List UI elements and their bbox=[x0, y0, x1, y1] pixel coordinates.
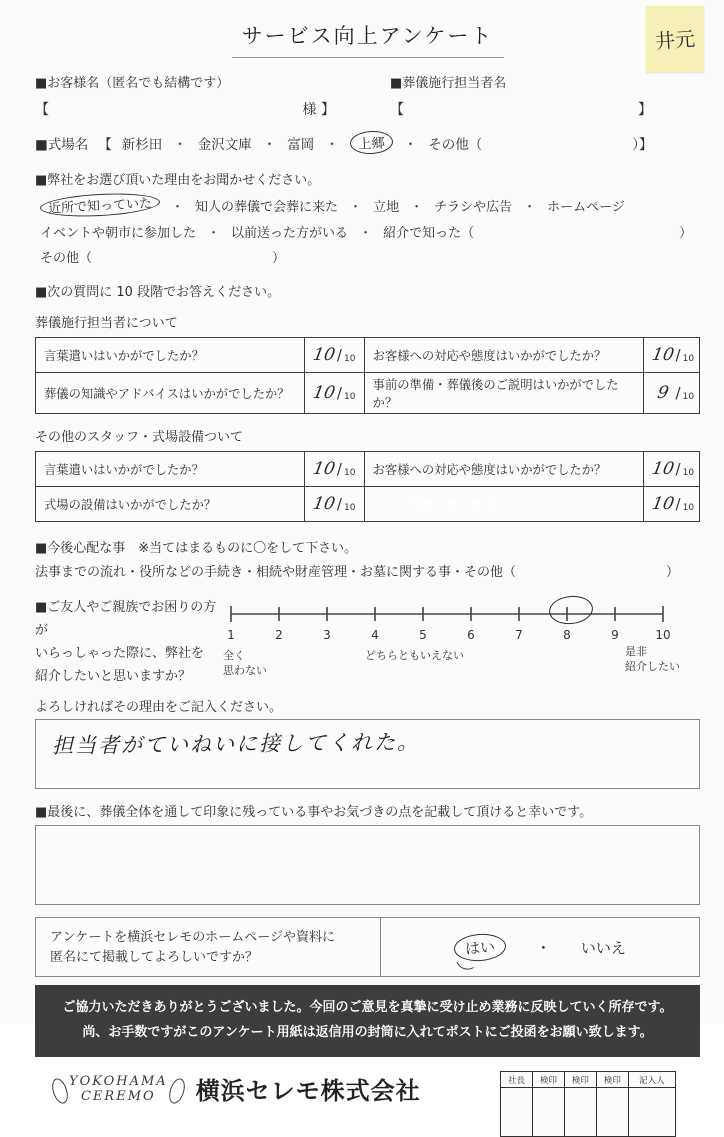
table-row bbox=[36, 338, 700, 373]
stamp-cell bbox=[501, 1088, 533, 1137]
yokohama-ceremo-logo-mark bbox=[55, 1074, 182, 1104]
score-slash: / bbox=[675, 346, 681, 364]
customer-name-suffix: 様 】 bbox=[302, 102, 335, 118]
score-cell bbox=[643, 452, 699, 487]
company-logo bbox=[55, 1071, 421, 1106]
sticky-note-handwriting: 井元 bbox=[654, 26, 696, 54]
score-cell bbox=[304, 452, 364, 487]
separator-dot: ・ bbox=[349, 199, 363, 215]
page-title: サービス向上アンケート bbox=[241, 24, 494, 48]
sticky-note bbox=[646, 6, 704, 72]
scale-tick-4: 4 bbox=[371, 628, 379, 642]
stamp-header: 検印 bbox=[596, 1072, 628, 1088]
score-cell bbox=[304, 373, 364, 414]
concerns-heading: ■今後心配な事 ※当てはまるものに〇をして下さい。 bbox=[35, 541, 358, 556]
question-cell: お客様への対応や態度はいかがでしたか？ bbox=[364, 338, 643, 373]
scale-label-low bbox=[223, 648, 267, 678]
separator-dot: ・ bbox=[523, 199, 537, 215]
approval-stamp-table bbox=[500, 1071, 676, 1137]
stamp-cell bbox=[628, 1088, 675, 1137]
ratings-section1-title: 葬儀施行担当者について bbox=[35, 316, 178, 331]
reasons-heading: ■弊社をお選び頂いた理由をお聞かせください。 bbox=[35, 173, 321, 188]
company-name: 横浜セレモ株式会社 bbox=[195, 1076, 421, 1105]
handwritten-score: 10 bbox=[311, 345, 337, 365]
separator-dot: ・ bbox=[325, 136, 339, 153]
handwritten-score: 10 bbox=[649, 494, 676, 514]
venue-option-kamigo-circled: 上郷 bbox=[349, 130, 393, 155]
reason-referral: 紹介で知った（ bbox=[383, 226, 475, 241]
consent-no: いいえ bbox=[580, 938, 626, 957]
handwritten-score: 10 bbox=[649, 459, 676, 479]
stamp-header: 検印 bbox=[532, 1072, 564, 1088]
scale-tick-8: 8 bbox=[563, 628, 571, 642]
ratings-table-staff-venue bbox=[35, 451, 700, 522]
scale-tick-6: 6 bbox=[467, 628, 475, 642]
stamp-header: 検印 bbox=[564, 1072, 596, 1088]
consent-section bbox=[35, 917, 700, 977]
consent-yes-circled: はい bbox=[453, 932, 507, 963]
question-cell: 葬儀の知識やアドバイスはいかがでしたか？ bbox=[36, 373, 305, 414]
question-cell: お客様への対応や態度はいかがでしたか？ bbox=[364, 452, 643, 487]
stamp-header: 社長 bbox=[501, 1072, 533, 1088]
reason-neighborhood-circled: 近所で知っていた bbox=[40, 191, 161, 219]
close-paren: ） bbox=[679, 226, 693, 241]
score-denominator: 10 bbox=[343, 353, 356, 364]
score-cell bbox=[304, 338, 364, 373]
total-evaluation-label: 今回の葬儀の総合評価 bbox=[364, 487, 643, 522]
score-slash: / bbox=[336, 384, 342, 402]
reason-location: 立地 bbox=[373, 199, 400, 215]
banner-line2: 尚、お手数ですがこのアンケート用紙は返信用の封筒に入れてポストにご投函をお願い致します。 bbox=[82, 1025, 653, 1040]
thank-you-banner bbox=[35, 985, 700, 1057]
score-denominator: 10 bbox=[682, 391, 695, 402]
scale-label-high-line1: 是非 bbox=[625, 645, 647, 658]
director-name-open-bracket: 【 bbox=[390, 102, 404, 118]
footer bbox=[35, 1071, 700, 1137]
close-paren: ） bbox=[272, 251, 286, 266]
score-denominator: 10 bbox=[343, 391, 356, 402]
separator-dot: ・ bbox=[262, 136, 277, 153]
reason-sent-before: 以前送った方がいる bbox=[231, 226, 349, 241]
scale-tick-10: 10 bbox=[655, 628, 671, 642]
stamp-body-row bbox=[501, 1088, 676, 1137]
handwritten-score: 10 bbox=[311, 383, 337, 403]
final-comment-prompt: ■最後に、葬儀全体を通して印象に残っている事やお気づきの点を記載して頂けると幸いです。 bbox=[35, 805, 593, 820]
table-row bbox=[36, 452, 700, 487]
separator-dot: ・ bbox=[173, 136, 187, 153]
referral-question-line2: いらっしゃった際に、弊社を bbox=[35, 646, 205, 661]
table-row bbox=[36, 373, 700, 414]
concerns-options: 法事までの流れ・役所などの手続き・相続や財産管理・お墓に関する事・その他（ bbox=[35, 565, 517, 580]
score-slash: / bbox=[675, 460, 681, 478]
director-name-label: ■葬儀施行担当者名 bbox=[390, 76, 507, 91]
score-denominator: 10 bbox=[682, 502, 695, 513]
referral-section bbox=[35, 596, 700, 694]
close-paren: ） bbox=[666, 565, 680, 580]
consent-question-line1: アンケートを横浜セレモのホームページや資料に bbox=[50, 930, 335, 945]
question-cell: 言葉遣いはいかがでしたか？ bbox=[36, 338, 305, 373]
customer-name-label: ■お客様名（匿名でも結構です） bbox=[35, 76, 230, 91]
separator-dot: ・ bbox=[535, 938, 551, 957]
customer-name-open-bracket: 【 bbox=[35, 102, 49, 118]
ratings-intro: ■次の質問に 10 段階でお答えください。 bbox=[35, 285, 281, 300]
venue-close-bracket: ）】 bbox=[632, 136, 653, 153]
logo-text-ceremo: CEREMO bbox=[81, 1088, 156, 1104]
score-slash: / bbox=[336, 346, 342, 364]
venue-option-tomioka: 富岡 bbox=[287, 136, 315, 153]
separator-dot: ・ bbox=[207, 226, 221, 241]
score-slash: / bbox=[336, 495, 342, 513]
question-cell: 言葉遣いはいかがでしたか？ bbox=[36, 452, 305, 487]
score-slash: / bbox=[675, 384, 681, 402]
venue-option-shinsugita: 新杉田 bbox=[121, 136, 163, 153]
reason-event-morningmarket: イベントや朝市に参加した bbox=[40, 226, 197, 241]
scale-label-high-line2: 紹介したい bbox=[625, 660, 680, 673]
handwritten-score: 9 bbox=[655, 383, 670, 403]
score-slash: / bbox=[336, 460, 342, 478]
reason-free-answer-box bbox=[35, 719, 700, 789]
separator-dot: ・ bbox=[359, 226, 373, 241]
referral-scale bbox=[223, 596, 700, 694]
score-cell bbox=[304, 487, 364, 522]
separator-dot: ・ bbox=[410, 199, 424, 215]
scale-label-low-line1: 全く bbox=[223, 649, 245, 662]
handwritten-score: 10 bbox=[311, 494, 337, 514]
stamp-cell bbox=[532, 1088, 564, 1137]
consent-question-line2: 匿名にて掲載してよろしいですか？ bbox=[50, 950, 259, 965]
table-row bbox=[36, 487, 700, 522]
banner-line1: ご協力いただきありがとうございました。今回のご意見を真摯に受け止め業務に反映していく所存です。 bbox=[62, 1000, 673, 1015]
scale-tick-1: 1 bbox=[227, 628, 235, 642]
score-denominator: 10 bbox=[682, 353, 695, 364]
reason-flyer-ad: チラシや広告 bbox=[434, 199, 513, 215]
score-cell bbox=[643, 373, 699, 414]
venue-option-kanazawabunko: 金沢文庫 bbox=[197, 136, 252, 153]
scale-label-high bbox=[625, 644, 680, 674]
venue-label: ■式場名 bbox=[35, 136, 89, 153]
score-cell bbox=[643, 487, 699, 522]
director-name-close-bracket: 】 bbox=[638, 102, 652, 118]
scale-tick-9: 9 bbox=[611, 628, 619, 642]
score-denominator: 10 bbox=[343, 467, 356, 478]
reason-free-prompt: よろしければその理由をご記入ください。 bbox=[35, 700, 283, 715]
scale-tick-3: 3 bbox=[323, 628, 331, 642]
score-slash: / bbox=[675, 495, 681, 513]
stamp-cell bbox=[564, 1088, 596, 1137]
referral-question-line3: 紹介したいと思いますか？ bbox=[35, 669, 192, 684]
handwritten-score: 10 bbox=[649, 345, 676, 365]
stamp-cell bbox=[596, 1088, 628, 1137]
stamp-header: 記入人 bbox=[628, 1072, 675, 1088]
scale-tick-5: 5 bbox=[419, 628, 427, 642]
stamp-header-row bbox=[501, 1072, 676, 1088]
scale-tick-7: 7 bbox=[515, 628, 523, 642]
handwritten-score: 10 bbox=[311, 459, 337, 479]
separator-dot: ・ bbox=[171, 199, 185, 215]
score-denominator: 10 bbox=[343, 502, 356, 513]
reason-acquaintance-funeral: 知人の葬儀で会葬に来た bbox=[195, 199, 339, 215]
score-denominator: 10 bbox=[682, 467, 695, 478]
venue-row bbox=[35, 131, 700, 154]
ratings-table-director bbox=[35, 337, 700, 414]
logo-text-yokohama: YOKOHAMA bbox=[69, 1073, 168, 1089]
score-cell bbox=[643, 338, 699, 373]
reason-homepage: ホームページ bbox=[547, 199, 625, 215]
question-cell: 事前の準備・葬儀後のご説明はいかがでしたか？ bbox=[364, 373, 643, 414]
reason-other: その他（ bbox=[40, 251, 93, 266]
separator-dot: ・ bbox=[403, 136, 418, 153]
ratings-section2-title: その他のスタッフ・式場設備ついて bbox=[35, 430, 244, 445]
scale-label-mid: どちらともいえない bbox=[365, 649, 464, 662]
final-comment-box bbox=[35, 825, 700, 905]
question-cell: 式場の設備はいかがでしたか？ bbox=[36, 487, 305, 522]
title-underline bbox=[232, 57, 504, 58]
handwritten-answer: 担当者がていねいに接してくれた。 bbox=[51, 730, 421, 758]
venue-option-other: その他（ bbox=[428, 136, 483, 153]
scale-label-low-line2: 思わない bbox=[223, 664, 267, 677]
scale-line bbox=[227, 602, 667, 626]
referral-question-line1: ■ご友人やご親族でお困りの方が bbox=[35, 600, 217, 638]
scale-tick-2: 2 bbox=[275, 628, 283, 642]
venue-open-bracket: 【 bbox=[98, 136, 112, 153]
